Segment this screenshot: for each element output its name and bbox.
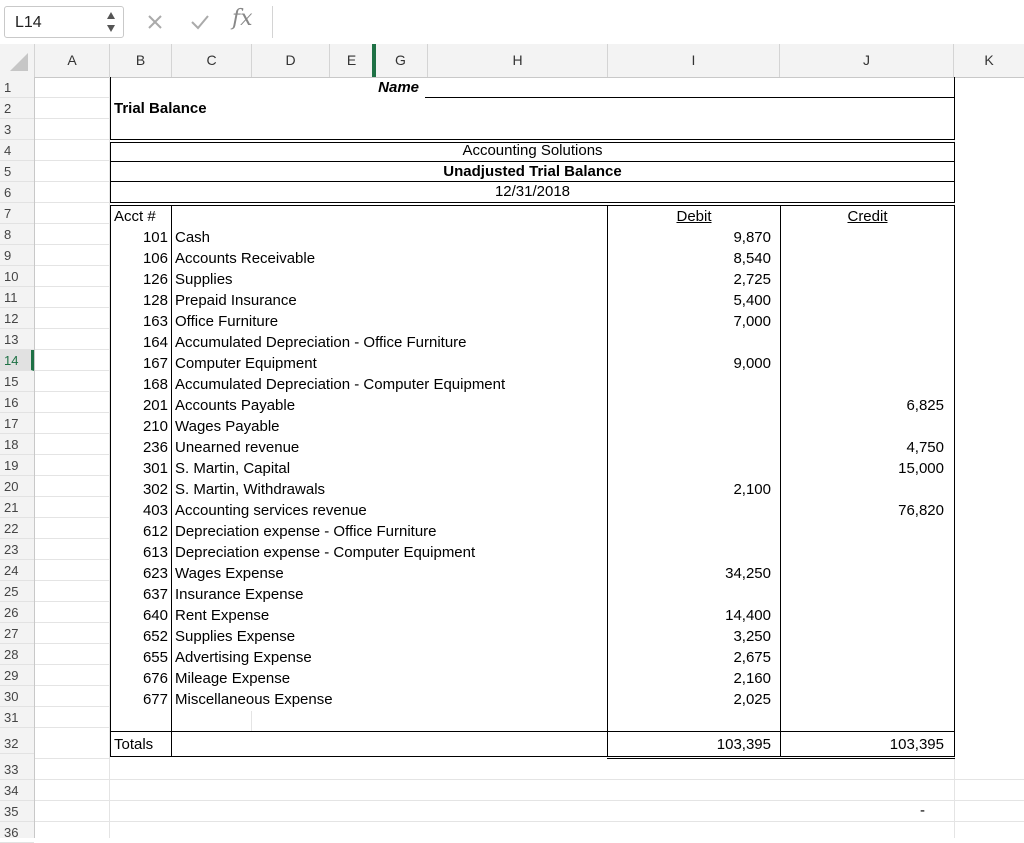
worksheet-grid[interactable]	[35, 77, 1024, 838]
row-header[interactable]: 20	[0, 476, 34, 497]
report-title: Unadjusted Trial Balance	[443, 163, 622, 180]
acct-debit[interactable]	[608, 500, 771, 521]
acct-debit[interactable]: 5,400	[733, 292, 771, 309]
acct-credit[interactable]	[781, 332, 944, 353]
row-header[interactable]: 2	[0, 98, 34, 119]
column-header[interactable]: C	[172, 44, 252, 77]
acct-name[interactable]: Cash	[175, 229, 211, 246]
row-header[interactable]: 10	[0, 266, 34, 287]
row-header[interactable]: 8	[0, 224, 34, 245]
row-header[interactable]: 1	[0, 77, 34, 98]
column-header[interactable]: D	[252, 44, 330, 77]
acct-number[interactable]: 403	[142, 502, 168, 519]
acct-credit[interactable]	[781, 689, 944, 710]
acct-name[interactable]: Unearned revenue	[175, 439, 300, 456]
acct-debit[interactable]	[608, 437, 771, 458]
name-label: Name	[378, 79, 419, 96]
acct-debit[interactable]: 9,000	[733, 355, 771, 372]
acct-name[interactable]: Office Furniture	[175, 313, 279, 330]
acct-number[interactable]: 676	[142, 670, 168, 687]
acct-name[interactable]: Accounting services revenue	[175, 502, 367, 519]
acct-number[interactable]: 106	[142, 250, 168, 267]
acct-number[interactable]: 612	[142, 523, 168, 540]
row-header[interactable]: 15	[0, 371, 34, 392]
acct-name[interactable]: Depreciation expense - Office Furniture	[175, 523, 437, 540]
row-headers	[0, 77, 35, 838]
total-credit[interactable]: 103,395	[889, 736, 944, 753]
acct-name[interactable]: Accumulated Depreciation - Computer Equipment	[175, 376, 506, 393]
row-header[interactable]: 17	[0, 413, 34, 434]
acct-number[interactable]: 163	[142, 313, 168, 330]
acct-debit[interactable]: 34,250	[725, 565, 771, 582]
column-header[interactable]: I	[608, 44, 780, 77]
acct-name[interactable]: Accounts Payable	[175, 397, 296, 414]
name-box[interactable]	[4, 6, 124, 38]
acct-number[interactable]: 301	[142, 460, 168, 477]
acct-number[interactable]: 640	[142, 607, 168, 624]
row-header[interactable]: 18	[0, 434, 34, 455]
row-header[interactable]: 29	[0, 665, 34, 686]
acct-credit[interactable]: 4,750	[906, 439, 944, 456]
row-header[interactable]: 6	[0, 182, 34, 203]
acct-credit[interactable]	[781, 311, 944, 332]
column-header[interactable]: B	[110, 44, 172, 77]
acct-debit[interactable]	[608, 521, 771, 542]
acct-number[interactable]: 128	[142, 292, 168, 309]
row-header[interactable]: 9	[0, 245, 34, 266]
acct-credit[interactable]	[781, 584, 944, 605]
acct-number[interactable]: 637	[142, 586, 168, 603]
row-header[interactable]: 11	[0, 287, 34, 308]
row-header[interactable]: 28	[0, 644, 34, 665]
acct-name[interactable]: Advertising Expense	[175, 649, 312, 666]
name-box-stepper-icon[interactable]	[105, 9, 117, 35]
acct-number[interactable]: 236	[142, 439, 168, 456]
acct-number[interactable]: 677	[142, 691, 168, 708]
acct-credit[interactable]	[781, 605, 944, 626]
acct-name[interactable]: Prepaid Insurance	[175, 292, 297, 309]
row-header[interactable]: 7	[0, 203, 34, 224]
acct-debit[interactable]: 3,250	[733, 628, 771, 645]
row-header-selected[interactable]: 14	[0, 350, 34, 371]
acct-name[interactable]: Wages Payable	[175, 418, 280, 435]
row-header[interactable]: 27	[0, 623, 34, 644]
acct-name[interactable]: Computer Equipment	[175, 355, 317, 372]
column-header[interactable]: K	[984, 52, 994, 68]
company-name: Accounting Solutions	[462, 142, 603, 159]
hidden-column-marker[interactable]	[372, 44, 376, 77]
acct-name[interactable]: Supplies Expense	[175, 628, 296, 645]
acct-credit[interactable]	[781, 248, 944, 269]
acct-credit[interactable]	[781, 353, 944, 374]
acct-debit[interactable]: 7,000	[733, 313, 771, 330]
acct-number[interactable]: 201	[142, 397, 168, 414]
acct-credit[interactable]: 15,000	[898, 460, 944, 477]
acct-number[interactable]: 613	[142, 544, 168, 561]
acct-credit[interactable]	[781, 563, 944, 584]
total-debit[interactable]: 103,395	[716, 736, 771, 753]
acct-credit[interactable]: 76,820	[898, 502, 944, 519]
select-all-corner[interactable]	[0, 44, 35, 77]
row-header[interactable]: 23	[0, 539, 34, 560]
acct-number[interactable]: 168	[142, 376, 168, 393]
acct-name[interactable]: Miscellaneous Expense	[175, 691, 333, 708]
row-header[interactable]: 24	[0, 560, 34, 581]
row-header[interactable]: 13	[0, 329, 34, 350]
row-header[interactable]: 26	[0, 602, 34, 623]
acct-credit[interactable]	[781, 416, 944, 437]
row-header[interactable]: 22	[0, 518, 34, 539]
acct-debit[interactable]: 2,675	[733, 649, 771, 666]
row-header[interactable]: 5	[0, 161, 34, 182]
row-header[interactable]: 35	[0, 801, 34, 822]
report-date: 12/31/2018	[494, 183, 571, 200]
acct-number[interactable]: 126	[142, 271, 168, 288]
acct-credit[interactable]	[781, 626, 944, 647]
acct-debit[interactable]	[608, 332, 771, 353]
acct-name[interactable]: Depreciation expense - Computer Equipment	[175, 544, 476, 561]
column-header[interactable]: J	[780, 44, 954, 77]
row-header[interactable]: 25	[0, 581, 34, 602]
row-header[interactable]: 34	[0, 780, 34, 801]
acct-credit[interactable]	[781, 227, 944, 248]
acct-debit[interactable]: 9,870	[733, 229, 771, 246]
acct-name[interactable]: Insurance Expense	[175, 586, 304, 603]
acct-number[interactable]: 652	[142, 628, 168, 645]
acct-name[interactable]: S. Martin, Withdrawals	[175, 481, 326, 498]
acct-credit[interactable]	[781, 290, 944, 311]
acct-name[interactable]: Accumulated Depreciation - Office Furniture	[175, 334, 467, 351]
acct-number[interactable]: 655	[142, 649, 168, 666]
name-underline	[425, 97, 954, 98]
acct-debit[interactable]: 2,100	[733, 481, 771, 498]
acct-number[interactable]: 167	[142, 355, 168, 372]
row-header[interactable]: 30	[0, 686, 34, 707]
acct-credit[interactable]	[781, 269, 944, 290]
acct-debit[interactable]: 14,400	[725, 607, 771, 624]
x-icon[interactable]	[146, 13, 164, 31]
check-icon[interactable]	[190, 13, 210, 31]
acct-debit[interactable]	[608, 395, 771, 416]
column-header[interactable]: H	[428, 44, 608, 77]
row-header[interactable]: 21	[0, 497, 34, 518]
row-header[interactable]: 31	[0, 707, 34, 728]
column-header[interactable]: A	[35, 44, 110, 77]
row-header[interactable]: 36	[0, 822, 34, 843]
row-header[interactable]: 4	[0, 140, 34, 161]
acct-debit[interactable]	[608, 458, 771, 479]
formula-input[interactable]	[272, 6, 1021, 38]
column-header[interactable]: G	[374, 44, 428, 77]
formula-bar	[0, 0, 1024, 45]
acct-credit[interactable]	[781, 668, 944, 689]
acct-credit[interactable]	[781, 521, 944, 542]
acct-debit[interactable]: 2,725	[733, 271, 771, 288]
totals-label: Totals	[114, 736, 154, 753]
acct-name[interactable]: Accounts Receivable	[175, 250, 316, 267]
acct-credit[interactable]: 6,825	[906, 397, 944, 414]
acct-debit[interactable]	[608, 374, 771, 395]
acct-header: Acct #	[114, 208, 156, 225]
acct-debit[interactable]	[608, 542, 771, 563]
row-header[interactable]: 12	[0, 308, 34, 329]
row-header[interactable]: 19	[0, 455, 34, 476]
column-header[interactable]: E	[330, 44, 374, 77]
acct-number[interactable]: 164	[142, 334, 168, 351]
acct-name[interactable]: Supplies	[175, 271, 233, 288]
acct-credit[interactable]	[781, 647, 944, 668]
acct-debit[interactable]: 2,025	[733, 691, 771, 708]
acct-debit[interactable]: 2,160	[733, 670, 771, 687]
row-header[interactable]: 32	[0, 733, 34, 754]
acct-name[interactable]: Wages Expense	[175, 565, 284, 582]
select-all-icon	[0, 44, 35, 77]
sheet-title: Trial Balance	[114, 100, 207, 117]
acct-debit[interactable]	[608, 584, 771, 605]
acct-number[interactable]: 101	[142, 229, 168, 246]
acct-name[interactable]: S. Martin, Capital	[175, 460, 291, 477]
stray-dash[interactable]: -	[920, 802, 925, 819]
function-icon[interactable]: fx	[232, 6, 253, 31]
acct-credit[interactable]	[781, 542, 944, 563]
acct-number[interactable]: 302	[142, 481, 168, 498]
acct-number[interactable]: 210	[142, 418, 168, 435]
acct-number[interactable]: 623	[142, 565, 168, 582]
column-headers	[0, 44, 1024, 78]
acct-debit[interactable]: 8,540	[733, 250, 771, 267]
acct-name[interactable]: Mileage Expense	[175, 670, 291, 687]
row-header[interactable]: 3	[0, 119, 34, 140]
row-header[interactable]: 33	[0, 759, 34, 780]
acct-credit[interactable]	[781, 479, 944, 500]
row-header[interactable]: 16	[0, 392, 34, 413]
debit-header: Debit	[676, 208, 712, 225]
name-box-value: L14	[15, 14, 42, 31]
acct-name[interactable]: Rent Expense	[175, 607, 270, 624]
credit-header: Credit	[847, 208, 888, 225]
acct-credit[interactable]	[781, 374, 944, 395]
acct-debit[interactable]	[608, 416, 771, 437]
